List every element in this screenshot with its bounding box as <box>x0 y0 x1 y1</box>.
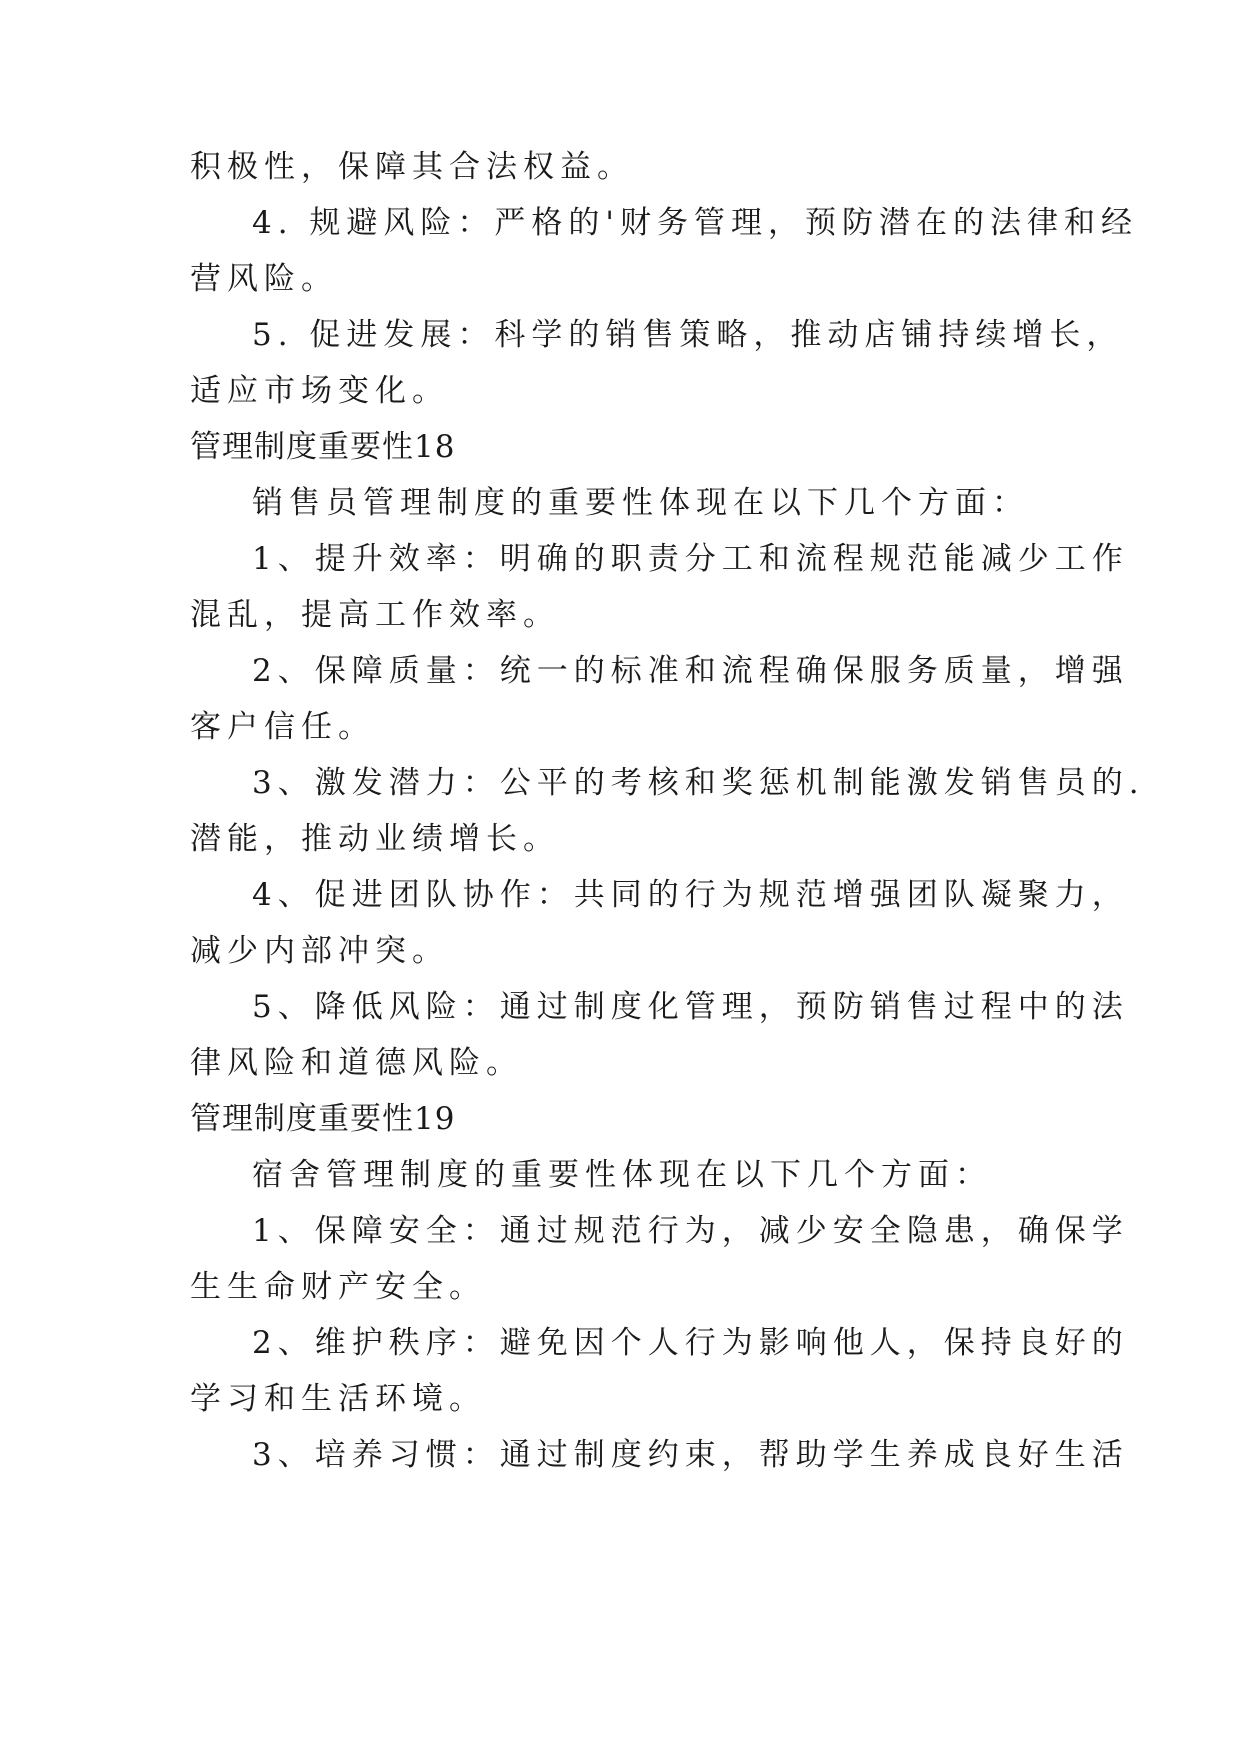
section-heading: 管理制度重要性18 <box>190 429 456 465</box>
text-line: 潜能，推动业绩增长。 <box>190 821 560 857</box>
paragraph-line: 宿舍管理制度的重要性体现在以下几个方面： <box>252 1157 992 1193</box>
text-line: 客户信任。 <box>190 709 375 745</box>
list-item-line: 3、激发潜力：公平的考核和奖惩机制能激发销售员的. <box>252 765 1145 801</box>
list-item-line: 5、降低风险：通过制度化管理，预防销售过程中的法 <box>252 989 1129 1025</box>
list-item-line: 1、提升效率：明确的职责分工和流程规范能减少工作 <box>252 541 1129 577</box>
text-line: 学习和生活环境。 <box>190 1381 486 1417</box>
list-item-line: 4、促进团队协作：共同的行为规范增强团队凝聚力， <box>252 877 1129 913</box>
text-line: 混乱，提高工作效率。 <box>190 597 560 633</box>
section-heading: 管理制度重要性19 <box>190 1101 456 1137</box>
text-line: 积极性，保障其合法权益。 <box>190 149 634 185</box>
text-line: 律风险和道德风险。 <box>190 1045 523 1081</box>
list-item-line: 2、保障质量：统一的标准和流程确保服务质量，增强 <box>252 653 1129 689</box>
text-line: 营风险。 <box>190 261 338 297</box>
text-line: 生生命财产安全。 <box>190 1269 486 1305</box>
text-line: 适应市场变化。 <box>190 373 449 409</box>
list-item-line: 5. 促进发展：科学的销售策略，推动店铺持续增长， <box>252 317 1124 353</box>
text-line: 减少内部冲突。 <box>190 933 449 969</box>
list-item-line: 4. 规避风险：严格的'财务管理，预防潜在的法律和经 <box>252 205 1138 241</box>
list-item-line: 2、维护秩序：避免因个人行为影响他人，保持良好的 <box>252 1325 1129 1361</box>
list-item-line: 3、培养习惯：通过制度约束，帮助学生养成良好生活 <box>252 1437 1129 1473</box>
list-item-line: 1、保障安全：通过规范行为，减少安全隐患，确保学 <box>252 1213 1129 1249</box>
paragraph-line: 销售员管理制度的重要性体现在以下几个方面： <box>252 485 1029 521</box>
